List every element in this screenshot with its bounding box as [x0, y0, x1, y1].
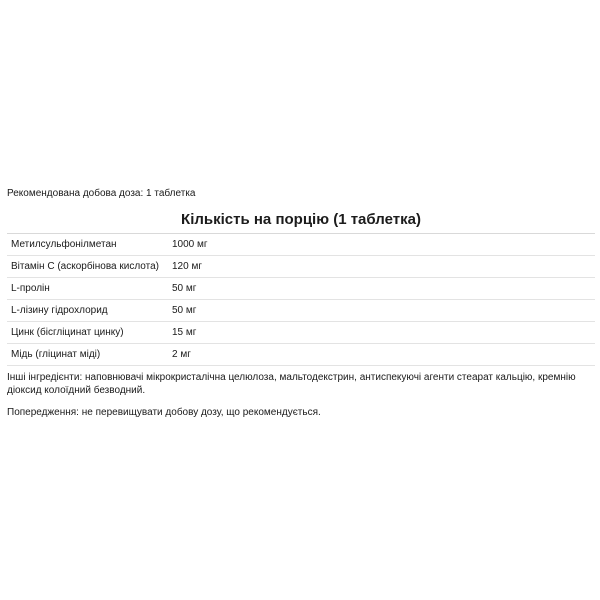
ingredient-name: Цинк (бісгліцинат цинку)	[7, 322, 168, 344]
table-row	[7, 234, 595, 256]
ingredient-name: L-пролін	[7, 278, 168, 300]
supplement-facts	[7, 187, 595, 419]
ingredient-name: L-лізину гідрохлорид	[7, 300, 168, 322]
table-row	[7, 278, 595, 300]
ingredient-amount: 120 мг	[168, 256, 595, 278]
ingredient-amount: 1000 мг	[168, 234, 595, 256]
nutrition-table	[7, 234, 595, 366]
ingredient-amount: 2 мг	[168, 344, 595, 366]
table-row	[7, 300, 595, 322]
table-row	[7, 322, 595, 344]
ingredient-name: Мідь (гліцинат міді)	[7, 344, 168, 366]
table-row	[7, 344, 595, 366]
recommended-dose: Рекомендована добова доза: 1 таблетка	[7, 188, 196, 199]
ingredient-amount: 15 мг	[168, 322, 595, 344]
table-row	[7, 256, 595, 278]
warning-text: Попередження: не перевищувати добову дозу, що рекомендується.	[7, 407, 321, 418]
ingredient-amount: 50 мг	[168, 278, 595, 300]
ingredient-amount: 50 мг	[168, 300, 595, 322]
table-title: Кількість на порцію (1 таблетка)	[7, 210, 595, 234]
ingredient-name: Метилсульфонілметан	[7, 234, 168, 256]
other-ingredients: Інші інгредієнти: наповнювачі мікрокристалічна целюлоза, мальтодекстрин, антиспекуючі агенти стеарат кальцію, кремнію діоксид колоїдний безводний.	[7, 372, 576, 396]
ingredient-name: Вітамін С (аскорбінова кислота)	[7, 256, 168, 278]
